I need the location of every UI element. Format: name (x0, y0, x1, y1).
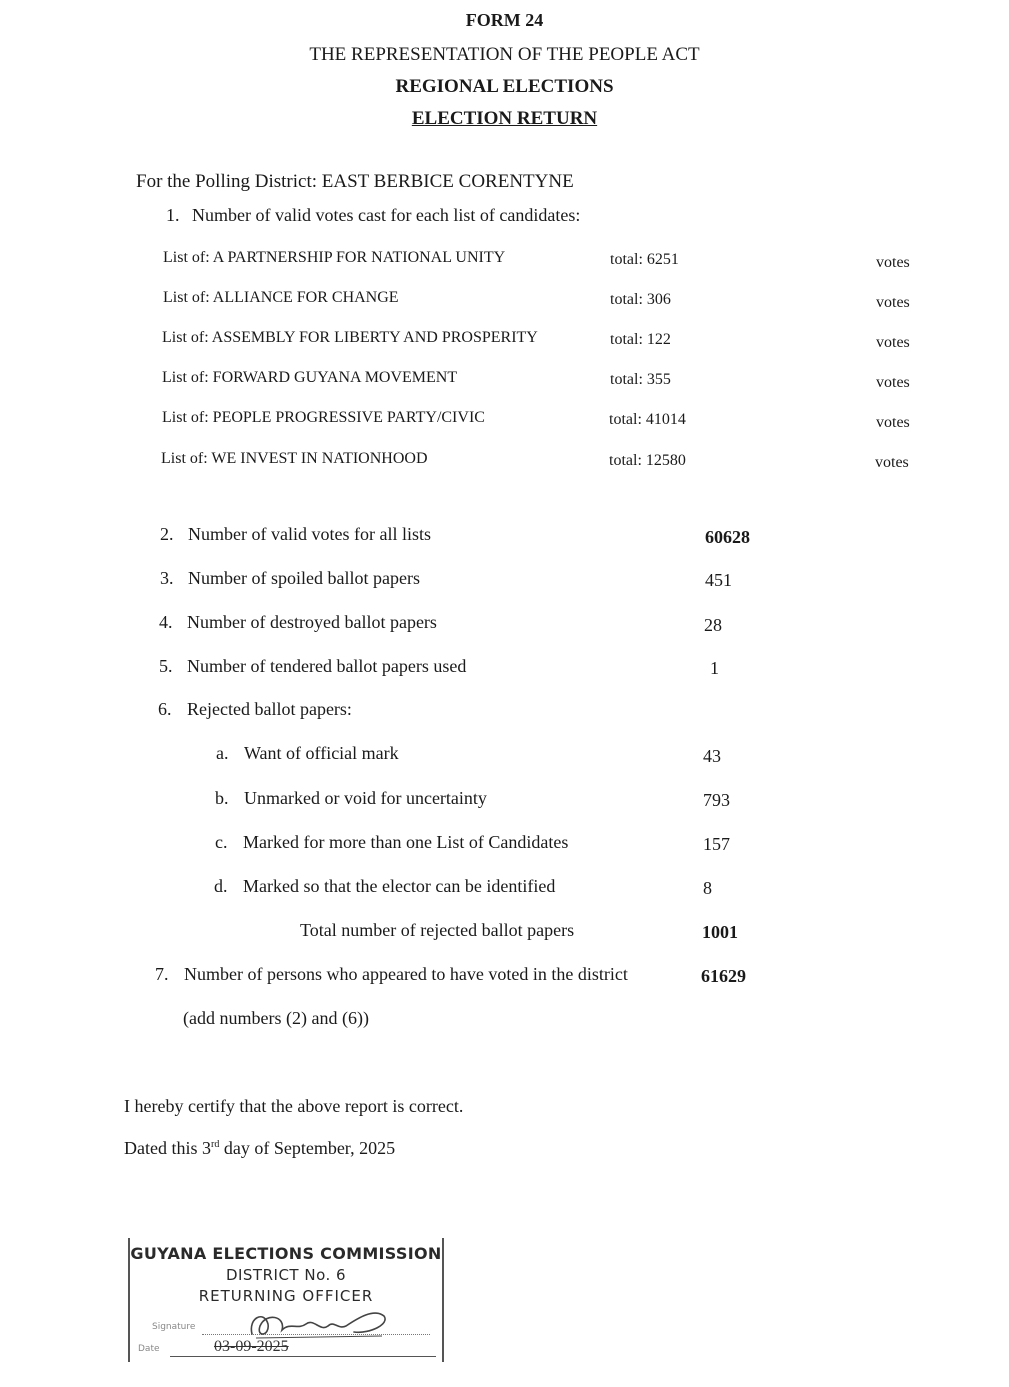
rejected-value: 43 (703, 746, 721, 766)
item-1-number: 1. (166, 205, 180, 225)
item-7-note: (add numbers (2) and (6)) (183, 1008, 369, 1028)
item-3-label: Number of spoiled ballot papers (188, 568, 420, 588)
return-title: ELECTION RETURN (411, 108, 598, 129)
list-name: List of: A PARTNERSHIP FOR NATIONAL UNITY (163, 249, 506, 266)
spoiled-value: 451 (705, 570, 732, 590)
stamp-officer: RETURNING OFFICER (198, 1287, 374, 1305)
dated-suffix: day of September, 2025 (219, 1138, 396, 1158)
item-6-number: 6. (158, 699, 172, 719)
list-total: total: 355 (610, 371, 671, 388)
election-type: REGIONAL ELECTIONS (395, 76, 614, 97)
dated-superscript: rd (211, 1139, 220, 1150)
rejected-letter: c. (215, 832, 228, 852)
item-4-label: Number of destroyed ballot papers (187, 612, 437, 632)
list-unit: votes (875, 454, 909, 471)
rejected-letter: d. (214, 876, 228, 896)
item-3-number: 3. (160, 568, 174, 588)
list-name: List of: PEOPLE PROGRESSIVE PARTY/CIVIC (162, 409, 485, 426)
rejected-value: 157 (703, 834, 730, 854)
item-7-number: 7. (155, 964, 169, 984)
item-5-number: 5. (159, 656, 173, 676)
list-unit: votes (876, 374, 910, 391)
item-1-label: Number of valid votes cast for each list of candidates: (192, 205, 581, 225)
list-unit: votes (876, 414, 910, 431)
dated-prefix: Dated this 3 (124, 1138, 211, 1158)
list-name: List of: FORWARD GUYANA MOVEMENT (162, 369, 458, 386)
certification-text: I hereby certify that the above report is correct. (124, 1096, 464, 1116)
list-total: total: 306 (610, 291, 671, 308)
rejected-total-label: Total number of rejected ballot papers (300, 920, 575, 940)
item-2-label: Number of valid votes for all lists (188, 524, 431, 544)
persons-voted-value: 61629 (701, 966, 746, 986)
list-total: total: 6251 (610, 251, 679, 268)
list-total: total: 12580 (609, 452, 686, 469)
form-number: FORM 24 (465, 10, 544, 30)
rejected-label: Unmarked or void for uncertainty (244, 788, 487, 808)
rejected-label: Marked so that the elector can be identified (243, 876, 556, 896)
rejected-letter: a. (216, 743, 229, 763)
date-line (170, 1356, 436, 1357)
list-unit: votes (876, 294, 910, 311)
stamp-date-label: Date (138, 1344, 160, 1354)
rejected-label: Marked for more than one List of Candidates (243, 832, 569, 852)
valid-votes-total: 60628 (705, 527, 750, 547)
dated-line (124, 1138, 395, 1159)
list-name: List of: WE INVEST IN NATIONHOOD (161, 450, 428, 467)
rejected-letter: b. (215, 788, 229, 808)
list-unit: votes (876, 254, 910, 271)
stamp-date-value: 03-09-2025 (214, 1338, 289, 1355)
list-name: List of: ALLIANCE FOR CHANGE (163, 289, 399, 306)
list-name: List of: ASSEMBLY FOR LIBERTY AND PROSPERITY (162, 329, 538, 346)
item-2-number: 2. (160, 524, 174, 544)
rejected-value: 793 (703, 790, 730, 810)
stamp-signature-label: Signature (152, 1322, 196, 1332)
stamp-commission: GUYANA ELECTIONS COMMISSION (130, 1244, 442, 1263)
item-5-label: Number of tendered ballot papers used (187, 656, 467, 676)
returning-officer-stamp (128, 1238, 444, 1362)
rejected-label: Want of official mark (244, 743, 399, 763)
rejected-value: 8 (703, 878, 712, 898)
item-7-label: Number of persons who appeared to have voted in the district (184, 964, 628, 984)
item-6-label: Rejected ballot papers: (187, 699, 352, 719)
destroyed-value: 28 (704, 615, 722, 635)
stamp-district: DISTRICT No. 6 (225, 1266, 347, 1284)
list-total: total: 122 (610, 331, 671, 348)
list-unit: votes (876, 334, 910, 351)
act-title: THE REPRESENTATION OF THE PEOPLE ACT (309, 44, 700, 65)
tendered-value: 1 (710, 658, 719, 678)
rejected-total-value: 1001 (702, 922, 738, 942)
polling-district: For the Polling District: EAST BERBICE CORENTYNE (136, 171, 574, 192)
list-total: total: 41014 (609, 411, 686, 428)
item-4-number: 4. (159, 612, 173, 632)
